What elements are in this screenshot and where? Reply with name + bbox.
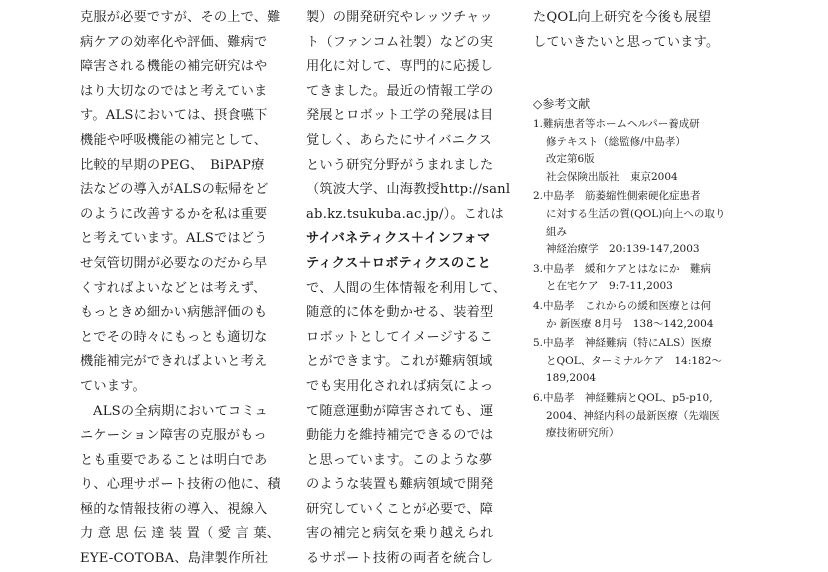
text-line: 障害される機能の補完研究はや xyxy=(80,59,268,75)
reference-line: 療技術研究所） xyxy=(546,427,620,440)
reference-line: 組み xyxy=(546,225,567,238)
text-line: ニケーション障害の克服がもっ xyxy=(80,428,267,444)
reference-item xyxy=(533,390,773,443)
text-line: と思っています。このような夢 xyxy=(306,452,493,468)
text-line: 機能や呼吸機能の補完として、 xyxy=(80,132,268,148)
reference-item xyxy=(533,261,773,296)
text-line: 力 意 思 伝 達 装 置（ 愛 言 葉、 xyxy=(80,526,281,542)
text-line: ています。 xyxy=(80,378,146,394)
text-line: という研究分野がうまれました xyxy=(306,157,494,173)
text-line: くすればよいなどとは考えず、 xyxy=(80,280,267,296)
text-line: 動能力を維持補完できるのでは xyxy=(306,428,494,444)
text-line: とでその時々にもっとも適切な xyxy=(80,329,268,345)
text-line: で、人間の生体情報を利用して、 xyxy=(306,280,507,296)
text-line: 比較的早期のPEG、 BiPAP療 xyxy=(80,157,265,173)
text-line: り、心理サポート技術の他に、積 xyxy=(80,477,281,493)
reference-line: 修テキスト（総監修/中島孝） xyxy=(546,135,686,148)
text-line: していきたいと思っています。 xyxy=(533,34,720,50)
text-line: 用化に対して、専門的に応援し xyxy=(306,59,494,75)
reference-item xyxy=(533,298,773,333)
reference-item xyxy=(533,116,773,186)
text-line: 発展とロボット工学の発展は目 xyxy=(306,108,494,124)
text-line: ab.kz.tsukuba.ac.jp/）。これは xyxy=(306,206,504,222)
text-line: 病ケアの効率化や評価、難病で xyxy=(80,34,268,50)
text-line: のように改善するかを私は重要 xyxy=(80,206,268,222)
text-line: EYE-COTOBA、島津製作所社 xyxy=(80,551,269,567)
text-line: ト（ファンコム社製）などの実 xyxy=(306,34,494,50)
reference-line: 6.中島孝 神経難病とQOL、p5-p10, xyxy=(533,391,713,404)
text-column-2 xyxy=(306,6,511,572)
references-list xyxy=(533,116,773,443)
reference-line: 3.中島孝 緩和ケアとはなにか 難病 xyxy=(533,262,712,275)
text-line: とができます。これが難病領域 xyxy=(306,354,493,370)
text-line: 製）の開発研究やレッツチャッ xyxy=(306,10,493,25)
reference-item xyxy=(533,188,773,258)
text-line: サイバネティクス＋インフォマ xyxy=(306,231,491,247)
text-line: とも重要であることは明白であ xyxy=(80,452,268,468)
text-line: でも実用化されれば病気によっ xyxy=(306,378,494,394)
text-line: と考えています。ALSではどう xyxy=(80,231,268,247)
reference-line: 189,2004 xyxy=(546,372,597,385)
text-line: たQOL向上研究を今後も展望 xyxy=(533,10,712,25)
reference-line: 改定第6版 xyxy=(546,153,595,166)
reference-line: 1.難病患者等ホームヘルパー養成研 xyxy=(533,118,700,130)
reference-line: 5.中島孝 神経難病（特にALS）医療 xyxy=(533,337,712,350)
text-line: ALSの全病期においてコミュ xyxy=(93,403,268,419)
text-line: 害の補完と病気を乗り越えられ xyxy=(306,526,494,542)
text-line: 覚しく、あらたにサイバニクス xyxy=(306,132,492,148)
reference-line: 4.中島孝 これからの緩和医療とは何 xyxy=(533,299,712,312)
text-line: はり大切なのではと考えていま xyxy=(80,83,268,99)
text-line: （筑波大学、山海教授http://sanl xyxy=(306,182,511,198)
text-line: もっときめ細かい病態評価のも xyxy=(80,305,268,321)
text-line: のような装置も難病領域で開発 xyxy=(306,477,494,493)
text-column-3 xyxy=(533,6,753,55)
text-line: ロボットとしてイメージするこ xyxy=(306,329,494,345)
reference-line: 2004、神経内科の最新医療（先端医 xyxy=(546,409,720,422)
reference-line: と在宅ケア 9:7-11,2003 xyxy=(546,280,673,293)
text-line: せ気管切開が必要なのだから早 xyxy=(80,255,268,271)
text-line: て随意運動が障害されても、運 xyxy=(306,403,494,419)
references-title: ◇参考文献 xyxy=(533,97,591,111)
reference-line: 2.中島孝 筋萎縮性側索硬化症患者 xyxy=(533,190,701,203)
text-line: ティクス＋ロボティクスのこと xyxy=(306,255,492,271)
text-line: 克服が必要ですが、その上で、難 xyxy=(80,10,281,25)
text-line: 極的な情報技術の導入、視線入 xyxy=(80,501,268,517)
references-section xyxy=(533,94,773,445)
reference-line: とQOL、ターミナルケア 14:182～ xyxy=(546,354,722,367)
reference-item xyxy=(533,335,773,388)
reference-line: 神経治療学 20:139-147,2003 xyxy=(546,243,700,256)
reference-line: に対する生活の質(QOL)向上への取り xyxy=(546,207,726,220)
text-line: るサポート技術の両者を統合し xyxy=(306,551,494,567)
text-line: 法などの導入がALSの転帰をど xyxy=(80,182,269,198)
text-line: す。ALSにおいては、摂食嚥下 xyxy=(80,108,268,124)
text-column-1 xyxy=(80,6,281,572)
text-line: 随意的に体を動かせる、装着型 xyxy=(306,305,494,321)
reference-line: 社会保険出版社 東京2004 xyxy=(546,170,678,183)
text-line: 研究していくことが必要で、障 xyxy=(306,501,494,517)
reference-line: か 新医療 8月号 138～142,2004 xyxy=(546,317,714,330)
text-line: 機能補完ができればよいと考え xyxy=(80,354,268,370)
text-line: てきました。最近の情報工学の xyxy=(306,83,494,99)
